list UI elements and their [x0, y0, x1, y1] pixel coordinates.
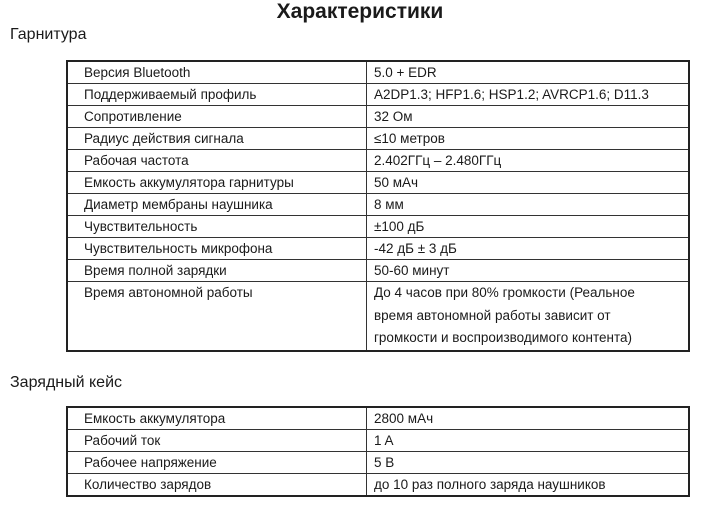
spec-key: Количество зарядов — [67, 474, 367, 497]
table-row — [67, 474, 689, 497]
spec-key: Время полной зарядки — [67, 260, 367, 282]
spec-key: Чувствительность — [67, 216, 367, 238]
spec-key: Рабочее напряжение — [67, 452, 367, 474]
table-row — [67, 238, 689, 260]
spec-key: Поддерживаемый профиль — [67, 84, 367, 106]
case-spec-table — [66, 406, 690, 497]
spec-value-multiline — [367, 282, 690, 351]
spec-key: Рабочая частота — [67, 150, 367, 172]
spec-key: Радиус действия сигнала — [67, 128, 367, 150]
spec-key: Версия Bluetooth — [67, 61, 367, 84]
spec-value: ±100 дБ — [367, 216, 690, 238]
table-row — [67, 260, 689, 282]
spec-key: Диаметр мембраны наушника — [67, 194, 367, 216]
spec-value: до 10 раз полного заряда наушников — [367, 474, 690, 497]
autonomy-line: До 4 часов при 80% громкости (Реальное — [374, 285, 635, 300]
table-row — [67, 194, 689, 216]
table-row — [67, 282, 689, 351]
table-row — [67, 128, 689, 150]
spec-value: A2DP1.3; HFP1.6; HSP1.2; AVRCP1.6; D11.3 — [367, 84, 690, 106]
table-row — [67, 452, 689, 474]
table-row — [67, 150, 689, 172]
spec-value: 50-60 минут — [367, 260, 690, 282]
spec-value: 50 мАч — [367, 172, 690, 194]
section-heading-case: Зарядный кейс — [10, 374, 123, 391]
headset-spec-table — [66, 60, 690, 352]
spec-key: Емкость аккумулятора — [67, 407, 367, 430]
spec-value: 32 Ом — [367, 106, 690, 128]
spec-value: 8 мм — [367, 194, 690, 216]
spec-key: Рабочий ток — [67, 430, 367, 452]
spec-key: Время автономной работы — [67, 282, 367, 351]
spec-value: 2.402ГГц – 2.480ГГц — [367, 150, 690, 172]
table-row — [67, 430, 689, 452]
spec-value: 1 A — [367, 430, 690, 452]
autonomy-line: громкости и воспроизводимого контента) — [374, 330, 633, 345]
spec-value: -42 дБ ± 3 дБ — [367, 238, 690, 260]
page-title: Характеристики — [276, 0, 444, 23]
spec-key: Емкость аккумулятора гарнитуры — [67, 172, 367, 194]
table-row — [67, 84, 689, 106]
table-row — [67, 106, 689, 128]
table-row — [67, 216, 689, 238]
table-row — [67, 61, 689, 84]
spec-value: 5 В — [367, 452, 690, 474]
spec-value: ≤10 метров — [367, 128, 690, 150]
table-row — [67, 407, 689, 430]
spec-value: 2800 мАч — [367, 407, 690, 430]
autonomy-line: время автономной работы зависит от — [374, 307, 611, 323]
table-row — [67, 172, 689, 194]
section-heading-headset: Гарнитура — [10, 26, 87, 43]
spec-key: Чувствительность микрофона — [67, 238, 367, 260]
spec-value: 5.0 + EDR — [367, 61, 690, 84]
spec-key: Сопротивление — [67, 106, 367, 128]
